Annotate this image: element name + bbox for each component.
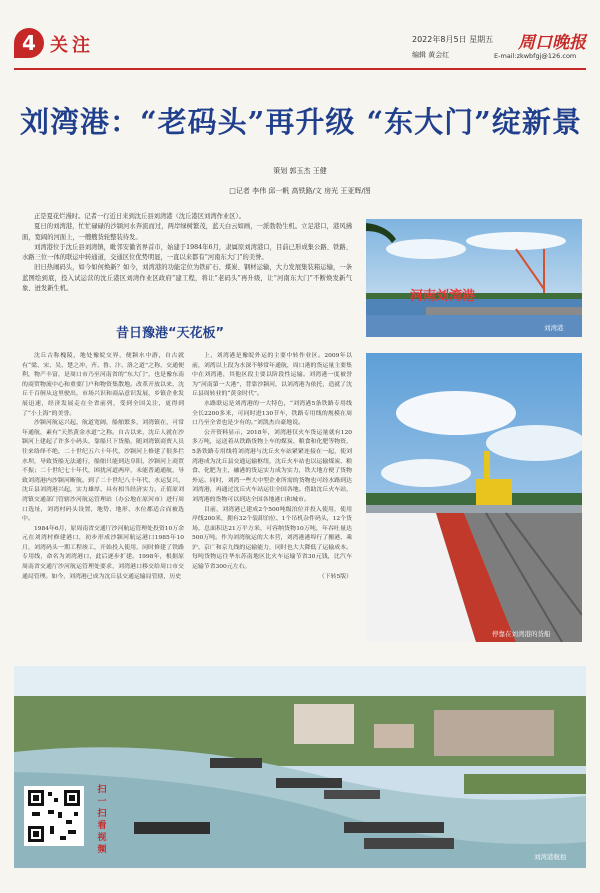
port-sign-illustration <box>366 219 582 337</box>
article-paragraph: 1984年6月，原周南省交通厅沙河航运管理处投资10万余元在刘湾村修建港口，初步形成沙颍河航运港口1985年10月，刘湾码头一期工程竣工，开始投入使用，同时修建了铁路专用线，命名为刘湾港口，此后逐步扩建。1998年，根据原周南省交通厅沙河航运管理处要求，刘湾港口移交给周口市交通局管理。如今，刘湾港已成为沈丘县交通运输局管辖，历史 <box>22 525 184 580</box>
page-header <box>14 22 586 66</box>
intro-paragraph: 夏日的刘湾港，忙忙碌碌的沙颍河水奔流而过，两岸绿树繁茂，蓝天白云如画，一派勃勃生机。立足港口，港风拂面，宽阔的河面上，一艘艘货轮整装待发。 <box>22 223 352 241</box>
scan-prompt: 扫一扫看视频 <box>97 785 107 855</box>
article-paragraph: 沈丘古称槐陵，地处豫皖交界，便颍水中游，自古就有“梁、宋、吴、楚之冲，齐、鲁、汴、洛之道”之称，交通便利，物产丰富，是周口市乃至河南省的“东大门”，也是豫东南的商贸物流中心和重要门户和物资集散地。改革开放以来，沈丘千百舸从这里驶出，市场兴识和商品意识发展，乡镇企业发展迅速，经济发展走在全省前列，受到全国关注，更得到了“小上海”的美誉。 <box>22 353 184 417</box>
intro-paragraph: 刘湾港位于沈丘县刘湾镇，毗邻安徽省界首市，始建于1984年6月，隶属原刘湾港口，目前已形成集公路、铁路、水路三位一体的联运中转通道，交通区位优势明显，一直以来都有“河南东大门”的美誉。 <box>22 243 352 262</box>
contact-email: E-mail:zkwbfgj@126.com <box>494 52 577 60</box>
article-column-right <box>192 352 352 582</box>
newspaper-logo: 周口晚报 <box>518 33 586 53</box>
article-paragraph: 水路联运是刘湾港的一大特色，“刘湾港5条铁路专用线全长2200多米，可同时进130节车，铁路专用线的规模在周口乃至全省也是少有的。”刘凯杰自豪地说。 <box>192 400 352 427</box>
photo1-caption: 刘湾港 <box>544 324 564 332</box>
reporter-credit: □记者 李伟 邱一帆 高铁路/文 房光 王亚辉/图 <box>229 187 371 195</box>
article-paragraph: 目前，刘湾港已建成2个500吨级泊位并投入使用，使用岸线200米，拥有32个装卸泊位、1个吊机杂件码头，12个货场，总面积达21万平方米，可容纳货物10万吨，年吞吐量达500万吨。作为刘湾航运的大本营，刘湾港港埠行了搬港、乘沪、京广和京九线的运输能力，同时也大大降低了运输成本。每吨货物运往华东苏南地区比火车运输节省30元钱，比汽车运输节省300元左右。 <box>192 506 352 571</box>
port-sign-photo <box>366 219 582 337</box>
article-paragraph: 上，刘湾港是豫皖外运的主要中转作业区。2009年以前，刘湾以上段为水深不够常年通航，周口港的货运量主要集中在刘湾港，其他区段主要以阶段性运输。刘湾港一度被誉为“河南第一大港”，背靠沙颍河，以刘湾港为依托，造就了沈丘县周转业的“黄金时代”。 <box>192 353 352 398</box>
editor-credit: 编辑 黄会红 <box>412 51 450 59</box>
port-sign-text: 河南刘湾港 <box>410 289 476 304</box>
page-number: 4 <box>14 28 44 58</box>
subheading: 昔日豫港“天花板” <box>116 326 225 341</box>
photo2-caption: 停靠在刘湾港的货船 <box>492 630 551 638</box>
photo3-caption: 刘湾港航拍 <box>534 853 567 861</box>
header-divider <box>14 68 586 70</box>
article-column-left <box>22 352 184 582</box>
article-paragraph: 沙颍河航运兴起，航道宽阔，船舶繁多，刘湾镇在，可常年通航，素有“天然黄金水道”之称。自古以来，沈丘人就在沙颍河上建起了许多小码头，靠船只下货船，随刘湾镇商贾人员往来络绎不绝，二十世纪五六十年代，沙颍河上修建了很多拦水坝，导致货船无法通行，船舶只能到达阜阳，沙颍河上商贸不振；二十世纪七十年代，困扰河道两岸，未能普通通航，导致刘湾港内沙颍河断航。到了二十世纪八十年代，水运复兴，沈丘县刘湾港兴起，实力雄厚、具有相当经济实力，正值原刘湾镇交通部门管辖沙河航运管理站（办公地在原河市）进行周口选址，刘湾村码头设置，地势、地形、水位都适合而被选中。 <box>22 420 184 523</box>
qr-code[interactable] <box>24 786 84 846</box>
cargo-ship-illustration <box>366 353 582 642</box>
planner-credit: 策划 郭玉杰 王健 <box>273 167 327 175</box>
section-title: 关注 <box>50 35 94 56</box>
issue-date: 2022年8月5日 星期五 <box>412 35 494 44</box>
intro-paragraph: 旧日热闹码头，如今如何焕新？如今，刘湾港的功能定位为铁矿石、煤炭、钢材运输，大力发展集装箱运输，一条蓝图绘到底，投入试运营的沈丘港区刘湾作业区政府“建工程，将让“老码头”再升级，让“河南东大门”不断焕发新气象、迸发新生机。 <box>22 264 352 293</box>
headline: 刘湾港：“老码头”再升级 “东大门”绽新景 <box>20 105 582 139</box>
continued-note: （下转5版） <box>318 573 352 580</box>
article-paragraph: 公开资料显示，2018年，刘湾港仅火车货运量就有120多万吨，运送着从铁路货物上车的煤炭、粮食和化肥等物资，5条铁路专用线将刘湾港与沈丘火车站紧紧连接在一起，使刘湾港成为沈丘县交通运输枢纽，沈丘火车站也以运输煤炭、粮食、化肥为主，融港的货运实力成为实力，铁大地方便了货物外运。同时，刘湾一些大中型企业所需的货物也可经水路到达刘湾港，再通过沈丘火车站运往全国各地。借助沈丘火车站，刘湾港的货物可以到达全国各地港口和城市。 <box>192 429 352 503</box>
intro-paragraph: 正是夏花烂漫时。记者一行近日来到沈丘县刘湾港（沈丘港区刘湾作业区）。 <box>34 213 245 220</box>
cargo-ship-photo <box>366 353 582 642</box>
intro-text <box>22 212 352 294</box>
